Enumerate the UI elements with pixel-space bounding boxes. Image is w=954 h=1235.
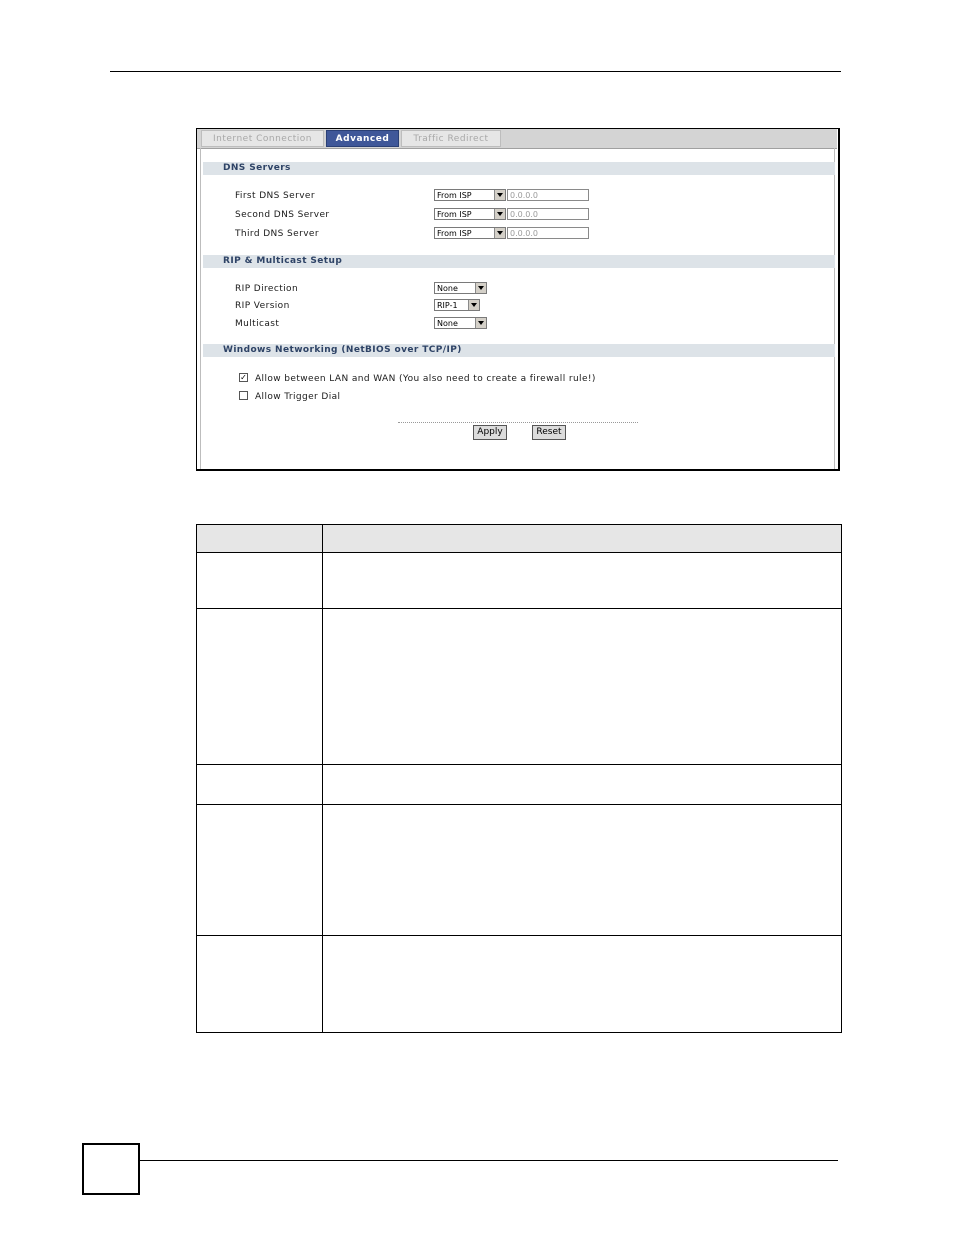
allow-trigger-dial-checkbox[interactable] [239,391,248,400]
tab-traffic-redirect[interactable]: Traffic Redirect [401,130,501,147]
third-dns-label: Third DNS Server [235,229,319,239]
second-dns-label: Second DNS Server [235,210,330,220]
second-dns-mode-value: From ISP [437,210,472,219]
advanced-wan-screen [196,128,840,471]
chevron-down-icon [494,209,505,219]
section-dns-servers: DNS Servers [203,162,835,175]
page-number-box [82,1143,140,1195]
header-rule [110,71,841,72]
table-row [197,935,841,936]
rip-version-select[interactable] [434,299,480,311]
table-header-row [197,525,841,553]
table-row [197,764,841,765]
chevron-down-icon [494,190,505,200]
rip-version-label: RIP Version [235,301,290,311]
first-dns-ip-input[interactable]: 0.0.0.0 [507,189,589,201]
footer-rule [140,1160,838,1161]
chevron-down-icon [475,318,486,328]
allow-lan-wan-label: Allow between LAN and WAN [255,374,396,384]
button-separator [398,422,638,423]
multicast-value: None [437,319,458,328]
apply-button[interactable]: Apply [473,425,507,440]
third-dns-ip-input[interactable]: 0.0.0.0 [507,227,589,239]
reset-button[interactable]: Reset [532,425,566,440]
chevron-down-icon [494,228,505,238]
panel-border-right [834,148,835,469]
section-rip-multicast: RIP & Multicast Setup [203,255,835,268]
second-dns-mode-select[interactable] [434,208,506,220]
tab-internet-connection[interactable]: Internet Connection [201,130,324,147]
allow-lan-wan-checkbox[interactable] [239,373,248,382]
firewall-note: (You also need to create a firewall rule!) [399,374,596,384]
checkmark-icon: ✓ [240,373,247,382]
field-description-table [196,524,842,1033]
rip-direction-label: RIP Direction [235,284,299,294]
tab-bar [197,129,837,149]
rip-direction-value: None [437,284,458,293]
rip-direction-select[interactable] [434,282,487,294]
chevron-down-icon [475,283,486,293]
third-dns-mode-value: From ISP [437,229,472,238]
panel-border-left [200,148,201,469]
rip-version-value: RIP-1 [437,301,458,310]
third-dns-mode-select[interactable] [434,227,506,239]
second-dns-ip-input[interactable]: 0.0.0.0 [507,208,589,220]
table-column-divider [322,525,323,1032]
section-windows-networking: Windows Networking (NetBIOS over TCP/IP) [203,344,835,357]
allow-trigger-dial-label: Allow Trigger Dial [255,392,341,402]
multicast-label: Multicast [235,319,280,329]
first-dns-mode-select[interactable] [434,189,506,201]
first-dns-mode-value: From ISP [437,191,472,200]
chevron-down-icon [468,300,479,310]
tab-advanced[interactable]: Advanced [326,130,399,147]
table-row [197,804,841,805]
multicast-select[interactable] [434,317,487,329]
first-dns-label: First DNS Server [235,191,315,201]
table-row [197,608,841,609]
